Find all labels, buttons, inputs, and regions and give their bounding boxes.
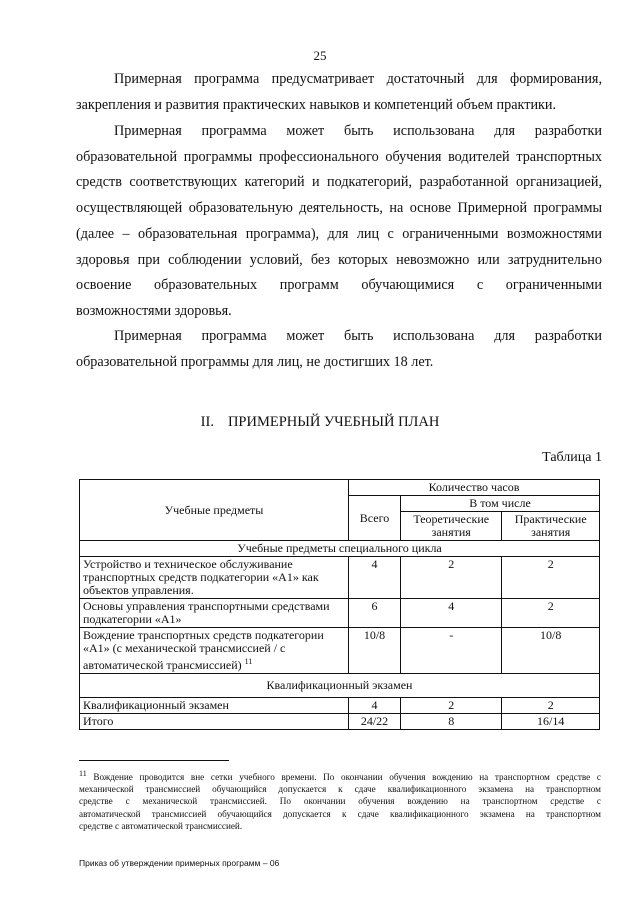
header-subjects: Учебные предметы [80,480,349,541]
section-exam: Квалификационный экзамен [80,674,600,698]
page-footer: Приказ об утверждении примерных программ – 06 [79,858,280,868]
header-total: Всего [349,496,401,541]
theory-cell: 2 [401,557,502,599]
section-heading [0,414,640,431]
paragraph-limited-health [76,119,602,325]
header-hours: Количество часов [349,480,600,496]
header-practice: Практические занятия [502,512,600,541]
total-cell: 10/8 [349,628,401,674]
curriculum-table [79,479,600,730]
footnote-number: 11 [79,769,87,778]
paragraph-line: Примерная программа предусматривает достаточный для формирования, [114,71,602,87]
table-row [80,628,600,674]
page-number: 25 [313,48,327,63]
table-row [80,557,600,599]
footnote-line: механической трансмиссией обучающийся допускается к сдаче квалификационного экзамена на транспортном [79,784,601,795]
section-title: ПРИМЕРНЫЙ УЧЕБНЫЙ ПЛАН [227,414,440,430]
footnote-line: средстве с механической трансмиссией. По окончании обучения вождению на транспортном средстве с [79,796,601,807]
paragraph-practice-volume [76,67,602,118]
paragraph-line: (далее – образовательная программа), для лиц с ограниченными возможностями [76,225,602,242]
total-cell: 4 [349,698,401,714]
footnote [79,768,601,832]
paragraph-line: закрепления и развития практических навыков и компетенций объем практики. [76,96,557,113]
paragraph-line: осуществляющей образовательную деятельность, на основе Примерной программы [76,200,602,217]
footnote-line: $^{11}$ Вождение проводится вне сетки учебного времени. По окончании обучения вождению на транспортном средстве с [79,769,601,783]
paragraph-under-18 [76,324,602,375]
paragraph-line: Примерная программа может быть использована для разработки [114,328,602,344]
table-row [80,599,600,628]
subject-text: Вождение транспортных средств подкатегории «А1» (с механической трансмиссией / с автоматической трансмиссией) [83,628,324,672]
subject-cell: Итого [80,714,349,730]
theory-cell: 2 [401,698,502,714]
header-theory: Теоретические занятия [401,512,502,541]
practice-cell: 2 [502,599,600,628]
footnote-divider [79,760,229,761]
practice-cell: 16/14 [502,714,600,730]
practice-cell: 2 [502,557,600,599]
table-row [80,698,600,714]
header-including: В том числе [401,496,600,512]
section-special-cycle: Учебные предметы специального цикла [80,541,600,557]
table-label: Таблица 1 [542,450,602,465]
table-row-total [80,714,600,730]
theory-cell: 4 [401,599,502,628]
footnote-line: средстве с автоматической трансмиссией. [79,820,243,831]
practice-cell: 2 [502,698,600,714]
total-cell: 24/22 [349,714,401,730]
section-number: II. [200,414,214,430]
subject-cell [80,628,349,674]
subject-cell: Устройство и техническое обслуживание транспортных средств подкатегории «А1» как объектов управления. [80,557,349,599]
subject-cell: Основы управления транспортными средствами подкатегории «А1» [80,599,349,628]
total-cell: 6 [349,599,401,628]
paragraph-line: образовательной программы для лиц, не достигших 18 лет. [76,353,434,370]
total-cell: 4 [349,557,401,599]
paragraph-line: образовательной программы профессионального обучения водителей транспортных [76,148,602,165]
footnote-line: автоматической трансмиссией обучающийся допускается к сдаче квалификационного экзамена на транспортном [79,808,601,819]
theory-cell: 8 [401,714,502,730]
paragraph-line: возможностями здоровья. [76,302,232,319]
practice-cell: 10/8 [502,628,600,674]
paragraph-line: Примерная программа может быть использована для разработки [114,123,602,139]
theory-cell: - [401,628,502,674]
subject-cell: Квалификационный экзамен [80,698,349,714]
paragraph-line: здоровья при соблюдении условий, без которых невозможно или затруднительно [76,251,602,268]
paragraph-line: средств соответствующих категорий и подкатегорий, разработанной организацией, [76,174,602,191]
paragraph-line: освоение образовательных программ обучающимися с ограниченными [76,277,602,294]
footnote-ref: 11 [244,657,253,666]
